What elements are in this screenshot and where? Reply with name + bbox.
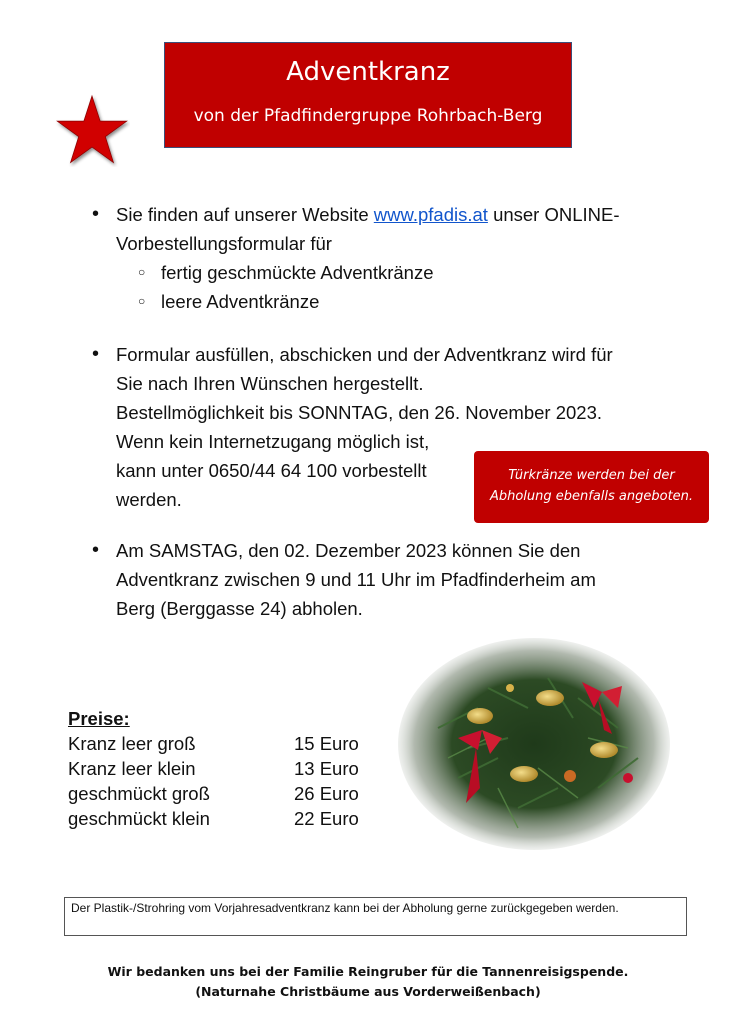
page-subtitle: von der Pfadfindergruppe Rohrbach-Berg [193, 106, 543, 126]
sub-list-item: ○ fertig geschmückte Adventkränze [138, 258, 620, 287]
advent-wreath-image [398, 638, 670, 850]
thanks-note: Wir bedanken uns bei der Familie Reingruber für die Tannenreisigspende. (Naturnahe Christbäume aus Vorderweißenbach) [107, 964, 629, 999]
price-row: Kranz leer klein 13 Euro [68, 758, 359, 779]
sub-list [116, 258, 620, 316]
door-wreath-note: Türkränze werden bei der Abholung ebenfalls angeboten. [474, 451, 709, 523]
price-row: geschmückt klein 22 Euro [68, 808, 359, 829]
price-list [68, 706, 374, 831]
sub-list-item: ○ leere Adventkränze [138, 287, 620, 316]
list-item: • Sie finden auf unserer Website www.pfadis.at unser ONLINE- Vorbestellungsformular für ○ fertig geschmückte Adventkränze ○ leere Adventkränze [92, 200, 620, 316]
notice-box: Der Plastik-/Strohring vom Vorjahresadventkranz kann bei der Abholung gerne zurückgegeben werden. [64, 897, 687, 936]
list-item: • Formular ausfüllen, abschicken und der Adventkranz wird für Sie nach Ihren Wünschen hergestellt. Bestellmöglichkeit bis SONNTAG, den 26. November 2023. Wenn kein Internetzugang möglich ist, kann unter 0650/44 64 100 vorbestellt werden. [92, 340, 613, 514]
price-row: geschmückt groß 26 Euro [68, 783, 359, 804]
price-row: Kranz leer groß 15 Euro [68, 733, 359, 754]
price-title: Preise: [68, 708, 130, 729]
list-item: • Am SAMSTAG, den 02. Dezember 2023 können Sie den Adventkranz zwischen 9 und 11 Uhr im Pfadfinderheim am Berg (Berggasse 24) abholen. [92, 536, 596, 623]
star-icon [54, 93, 130, 167]
title-banner [164, 42, 572, 148]
website-link[interactable]: www.pfadis.at [373, 204, 488, 225]
page-title: Adventkranz [286, 57, 450, 87]
